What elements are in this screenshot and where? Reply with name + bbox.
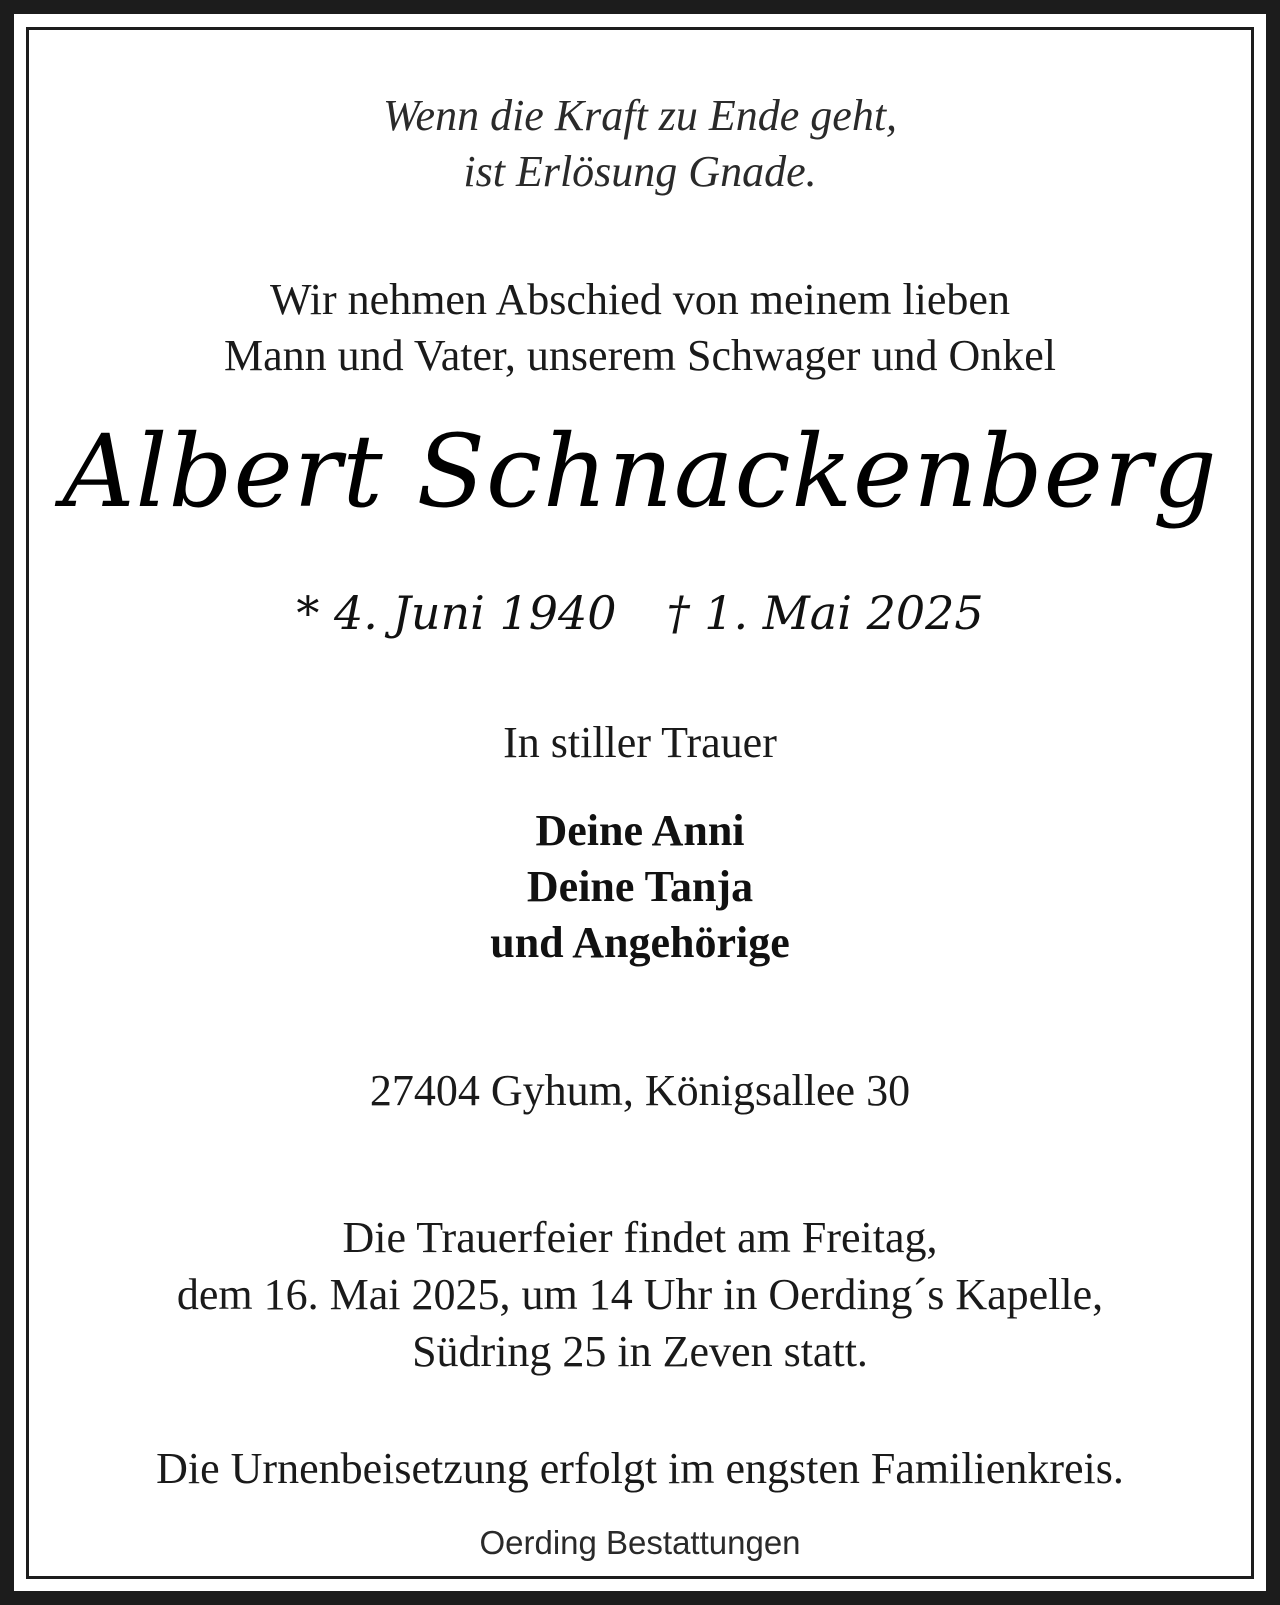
birth-date: * 4. Juni 1940 xyxy=(296,586,617,640)
address: 27404 Gyhum, Königsallee 30 xyxy=(369,1066,911,1115)
intro-line-1: Wir nehmen Abschied von meinem lieben xyxy=(270,275,1010,324)
ceremony-line-2: dem 16. Mai 2025, um 14 Uhr in Oerding´s Kapelle, xyxy=(176,1270,1104,1319)
ceremony-line-1: Die Trauerfeier findet am Freitag, xyxy=(342,1213,938,1262)
motto-line-2: ist Erlösung Gnade. xyxy=(463,147,817,196)
family-member-3: und Angehörige xyxy=(490,918,790,967)
urn-burial-note: Die Urnenbeisetzung erfolgt im engsten Familienkreis. xyxy=(156,1444,1124,1493)
motto-line-1: Wenn die Kraft zu Ende geht, xyxy=(382,91,898,140)
deceased-name: Albert Schnackenberg xyxy=(62,413,1218,530)
life-dates xyxy=(0,583,1280,643)
family-member-1: Deine Anni xyxy=(535,806,745,855)
ceremony-line-3: Südring 25 in Zeven statt. xyxy=(412,1327,868,1376)
intro-line-2: Mann und Vater, unserem Schwager und Onkel xyxy=(223,331,1056,380)
death-date: † 1. Mai 2025 xyxy=(666,586,984,640)
mourning-intro: In stiller Trauer xyxy=(503,718,777,767)
family-member-2: Deine Tanja xyxy=(526,862,754,911)
funeral-home: Oerding Bestattungen xyxy=(479,1524,801,1561)
